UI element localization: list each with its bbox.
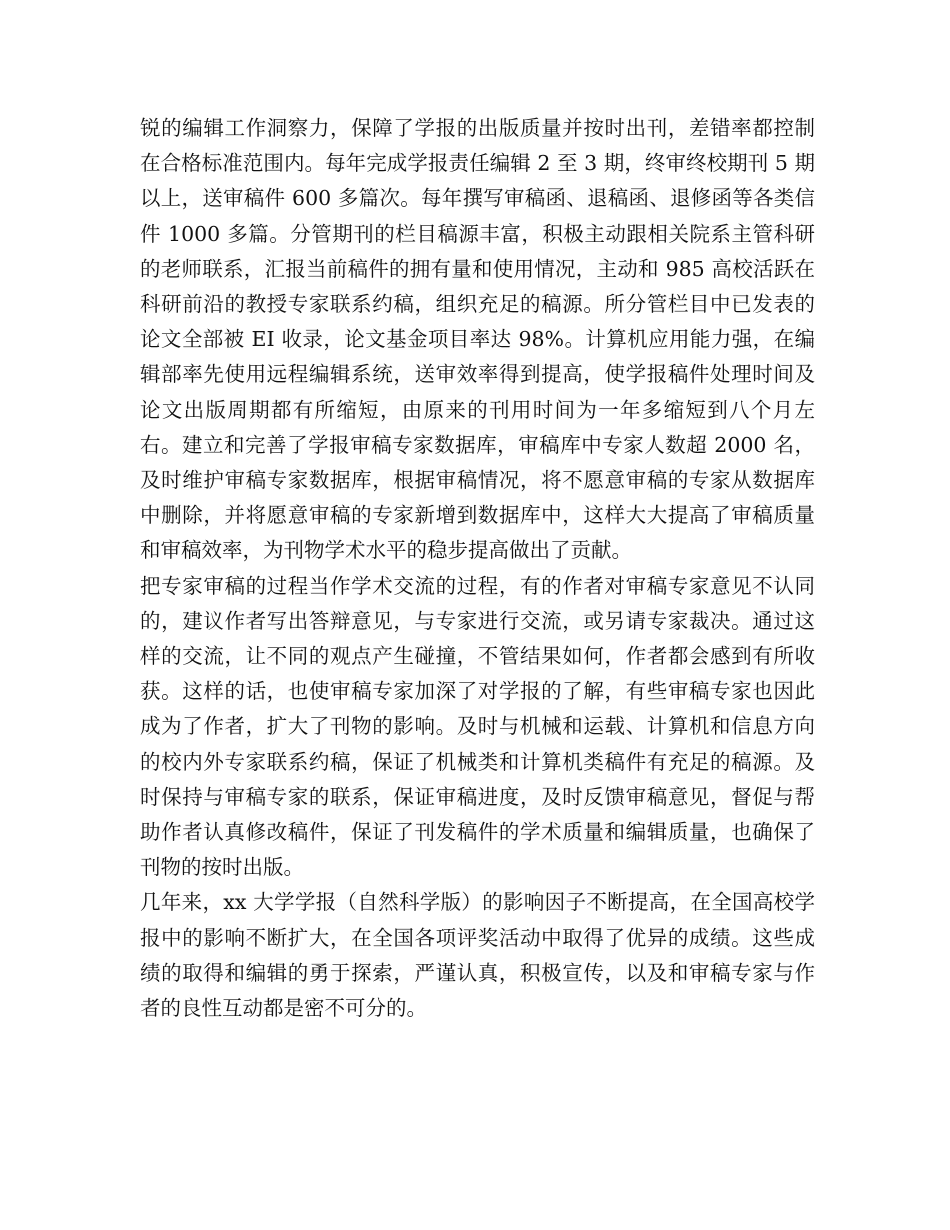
paragraph-achievements: 几年来，xx 大学学报（自然科学版）的影响因子不断提高，在全国高校学报中的影响不断扩大，在全国各项评奖活动中取得了优异的成绩。这些成绩的取得和编辑的勇于探索，严谨认真，积极宣传，以及和审稿专家与作者的良性互动都是密不可分的。 xyxy=(140,890,815,1021)
paragraph-editorial-work: 锐的编辑工作洞察力，保障了学报的出版质量并按时出刊，差错率都控制在合格标准范围内。每年完成学报责任编辑 2 至 3 期，终审终校期刊 5 期以上，送审稿件 600 多篇次。每年撰写审稿函、退稿函、退修函等各类信件 1000 多篇。分管期刊的栏目稿源丰富，积极主动跟相关院系主管科研的老师联系，汇报当前稿件的拥有量和使用情况，主动和 985 高校活跃在科研前沿的教授专家联系约稿，组织充足的稿源。所分管栏目中已发表的论文全部被 EI 收录，论文基金项目率达 98%。计算机应用能力强，在编辑部率先使用远程编辑系统，送审效率得到提高，使学报稿件处理时间及论文出版周期都有所缩短，由原来的刊用时间为一年多缩短到八个月左右。建立和完善了学报审稿专家数据库，审稿库中专家人数超 2000 名，及时维护审稿专家数据库，根据审稿情况，将不愿意审稿的专家从数据库中删除，并将愿意审稿的专家新增到数据库中，这样大大提高了审稿质量和审稿效率，为刊物学术水平的稳步提高做出了贡献。 xyxy=(140,116,815,563)
document-body xyxy=(140,111,815,1026)
paragraph-peer-review-exchange: 把专家审稿的过程当作学术交流的过程，有的作者对审稿专家意见不认同的，建议作者写出答辩意见，与专家进行交流，或另请专家裁决。通过这样的交流，让不同的观点产生碰撞，不管结果如何，作者都会感到有所收获。这样的话，也使审稿专家加深了对学报的了解，有些审稿专家也因此成为了作者，扩大了刊物的影响。及时与机械和运载、计算机和信息方向的校内外专家联系约稿，保证了机械类和计算机类稿件有充足的稿源。及时保持与审稿专家的联系，保证审稿进度，及时反馈审稿意见，督促与帮助作者认真修改稿件，保证了刊发稿件的学术质量和编辑质量，也确保了刊物的按时出版。 xyxy=(140,573,815,880)
